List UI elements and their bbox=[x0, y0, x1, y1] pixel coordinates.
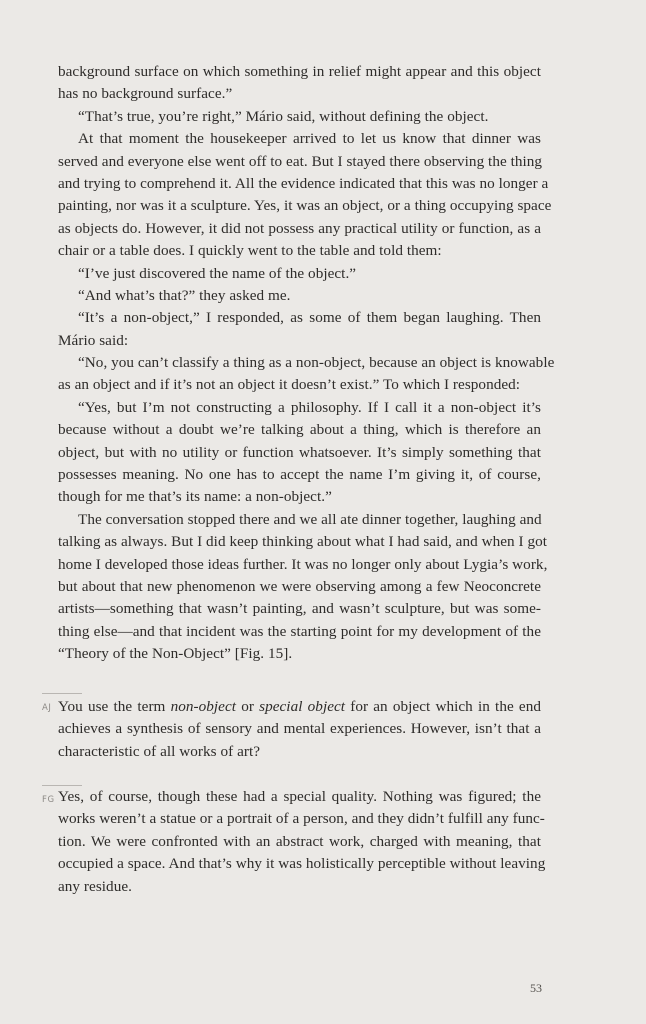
page-number: 53 bbox=[530, 981, 542, 995]
text-line: At that moment the housekeeper arrived to let us know that dinner was bbox=[78, 130, 541, 148]
answer-text bbox=[58, 785, 546, 898]
question-term-special-object: special object bbox=[259, 698, 346, 715]
text-line: The conversation stopped there and we all ate dinner together, laughing and bbox=[78, 510, 542, 528]
text-line: thing else—and that incident was the starting point for my development of the bbox=[58, 622, 541, 640]
text-line: Mário said: bbox=[58, 331, 129, 349]
text-line: has no background surface.” bbox=[58, 85, 233, 103]
answer-line: Yes, of course, though these had a special quality. Nothing was figured; the bbox=[58, 788, 541, 805]
text-line: “And what’s that?” they asked me. bbox=[78, 286, 291, 304]
answer-divider bbox=[42, 785, 82, 786]
text-line: background surface on which something in relief might appear and this object bbox=[58, 63, 541, 80]
text-line: because without a doubt we’re talking about a thing, which is therefore an bbox=[58, 421, 541, 439]
text-line: talking as always. But I did keep thinking about what I had said, and when I got bbox=[58, 533, 548, 551]
text-line: possesses meaning. No one has to accept the name I’m giving it, of course, bbox=[58, 466, 541, 484]
text-line: “I’ve just discovered the name of the object.” bbox=[78, 264, 357, 282]
text-line: served and everyone else went off to eat. But I stayed there observing the thing bbox=[58, 152, 543, 170]
text-line: painting, nor was it a sculpture. Yes, it was an object, or a thing occupying space bbox=[58, 197, 552, 215]
answer-line: works weren’t a statue or a portrait of a person, and they didn’t fulfill any func- bbox=[58, 810, 545, 828]
text-line: artists—something that wasn’t painting, and wasn’t sculpture, but was some- bbox=[58, 600, 541, 618]
answer-line: occupied a space. And that’s why it was holistically perceptible without leaving bbox=[58, 855, 546, 873]
answer-line: tion. We were confronted with an abstract work, charged with meaning, that bbox=[58, 832, 541, 850]
text-line: chair or a table does. I quickly went to the table and told them: bbox=[58, 242, 442, 260]
speaker-tag-fg: FG bbox=[42, 795, 55, 805]
main-text bbox=[58, 61, 555, 666]
text-line: “No, you can’t classify a thing as a non-object, because an object is knowable bbox=[78, 354, 555, 372]
text-line: as objects do. However, it did not possess any practical utility or function, as a bbox=[58, 219, 541, 237]
speaker-tag-aj: AJ bbox=[42, 703, 52, 713]
text-line: “That’s true, you’re right,” Mário said, without defining the object. bbox=[78, 107, 489, 125]
question-line-1: You use the term non-object or special object for an object which in the end bbox=[58, 698, 541, 715]
text-line: “Yes, but I’m not constructing a philosophy. If I call it a non-object it’s bbox=[78, 398, 541, 416]
text-line: as an object and if it’s not an object it doesn’t exist.” To which I responded: bbox=[58, 376, 521, 394]
text-line: though for me that’s its name: a non-object.” bbox=[58, 488, 332, 506]
text-line: “It’s a non-object,” I responded, as some of them began laughing. Then bbox=[78, 309, 541, 327]
text-line: home I developed those ideas further. It was no longer only about Lygia’s work, bbox=[58, 555, 548, 573]
answer-block bbox=[42, 785, 546, 898]
question-line-3: characteristic of all works of art? bbox=[58, 742, 261, 760]
text-line: and trying to comprehend it. All the evidence indicated that this was no longer a bbox=[58, 174, 549, 192]
question-term-non-object: non-object bbox=[170, 698, 237, 715]
answer-line: any residue. bbox=[58, 877, 132, 895]
question-line-2: achieves a synthesis of sensory and mental experiences. However, isn’t that a bbox=[58, 720, 541, 738]
text-line: “Theory of the Non-Object” [Fig. 15]. bbox=[58, 645, 293, 663]
question-block bbox=[42, 693, 541, 763]
body-text bbox=[58, 61, 555, 666]
text-line: but about that new phenomenon we were observing among a few Neoconcrete bbox=[58, 577, 541, 595]
text-line: object, but with no utility or function whatsoever. It’s simply something that bbox=[58, 443, 541, 461]
question-divider bbox=[42, 693, 82, 694]
